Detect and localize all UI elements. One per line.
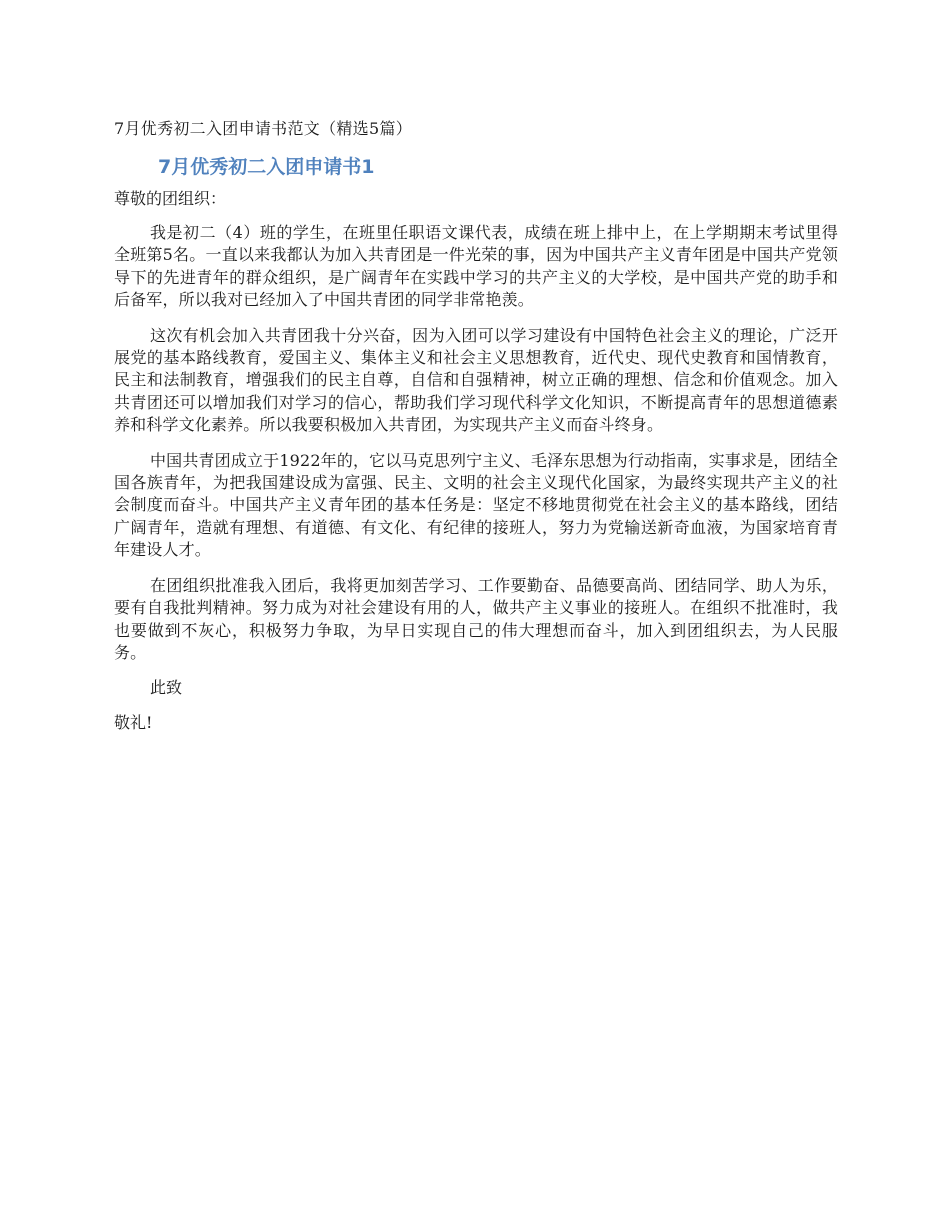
document-page — [114, 118, 838, 734]
section-heading: 7月优秀初二入团申请书1 — [158, 156, 375, 178]
body-paragraph-3: 中国共青团成立于1922年的，它以马克思列宁主义、毛泽东思想为行动指南，实事求是，团结全国各族青年，为把我国建设成为富强、民主、文明的社会主义现代化国家，为最终实现共产主义的社会制度而奋斗。中国共产主义青年团的基本任务是：坚定不移地贯彻党在社会主义的基本路线，团结广阔青年，造就有理想、有道德、有文化、有纪律的接班人，努力为党输送新奇血液，为国家培育青年建设人才。 — [114, 450, 838, 560]
closing-line: 此致 — [150, 678, 183, 698]
salutation: 尊敬的团组织： — [114, 189, 227, 208]
body-paragraph-2: 这次有机会加入共青团我十分兴奋，因为入团可以学习建设有中国特色社会主义的理论，广泛开展党的基本路线教育，爱国主义、集体主义和社会主义思想教育，近代史、现代史教育和国情教育，民主和法制教育，增强我们的民主自尊，自信和自强精神，树立正确的理想、信念和价值观念。加入共青团还可以增加我们对学习的信心，帮助我们学习现代科学文化知识，不断提高青年的思想道德素养和科学文化素养。所以我要积极加入共青团，为实现共产主义而奋斗终身。 — [114, 325, 838, 435]
body-paragraph-1: 我是初二（4）班的学生，在班里任职语文课代表，成绩在班上排中上，在上学期期末考试里得全班第5名。一直以来我都认为加入共青团是一件光荣的事，因为中国共产主义青年团是中国共产党领导下的先进青年的群众组织，是广阔青年在实践中学习的共产主义的大学校，是中国共产党的助手和后备军，所以我对已经加入了中国共青团的同学非常艳羡。 — [114, 223, 838, 310]
regards-line: 敬礼! — [114, 713, 153, 733]
document-title: 7月优秀初二入团申请书范文（精选5篇） — [114, 119, 413, 138]
body-paragraph-4: 在团组织批准我入团后，我将更加刻苦学习、工作要勤奋、品德要高尚、团结同学、助人为乐，要有自我批判精神。努力成为对社会建设有用的人，做共产主义事业的接班人。在组织不批准时，我也要做到不灰心，积极努力争取，为早日实现自己的伟大理想而奋斗，加入到团组织去，为人民服务。 — [114, 575, 838, 662]
